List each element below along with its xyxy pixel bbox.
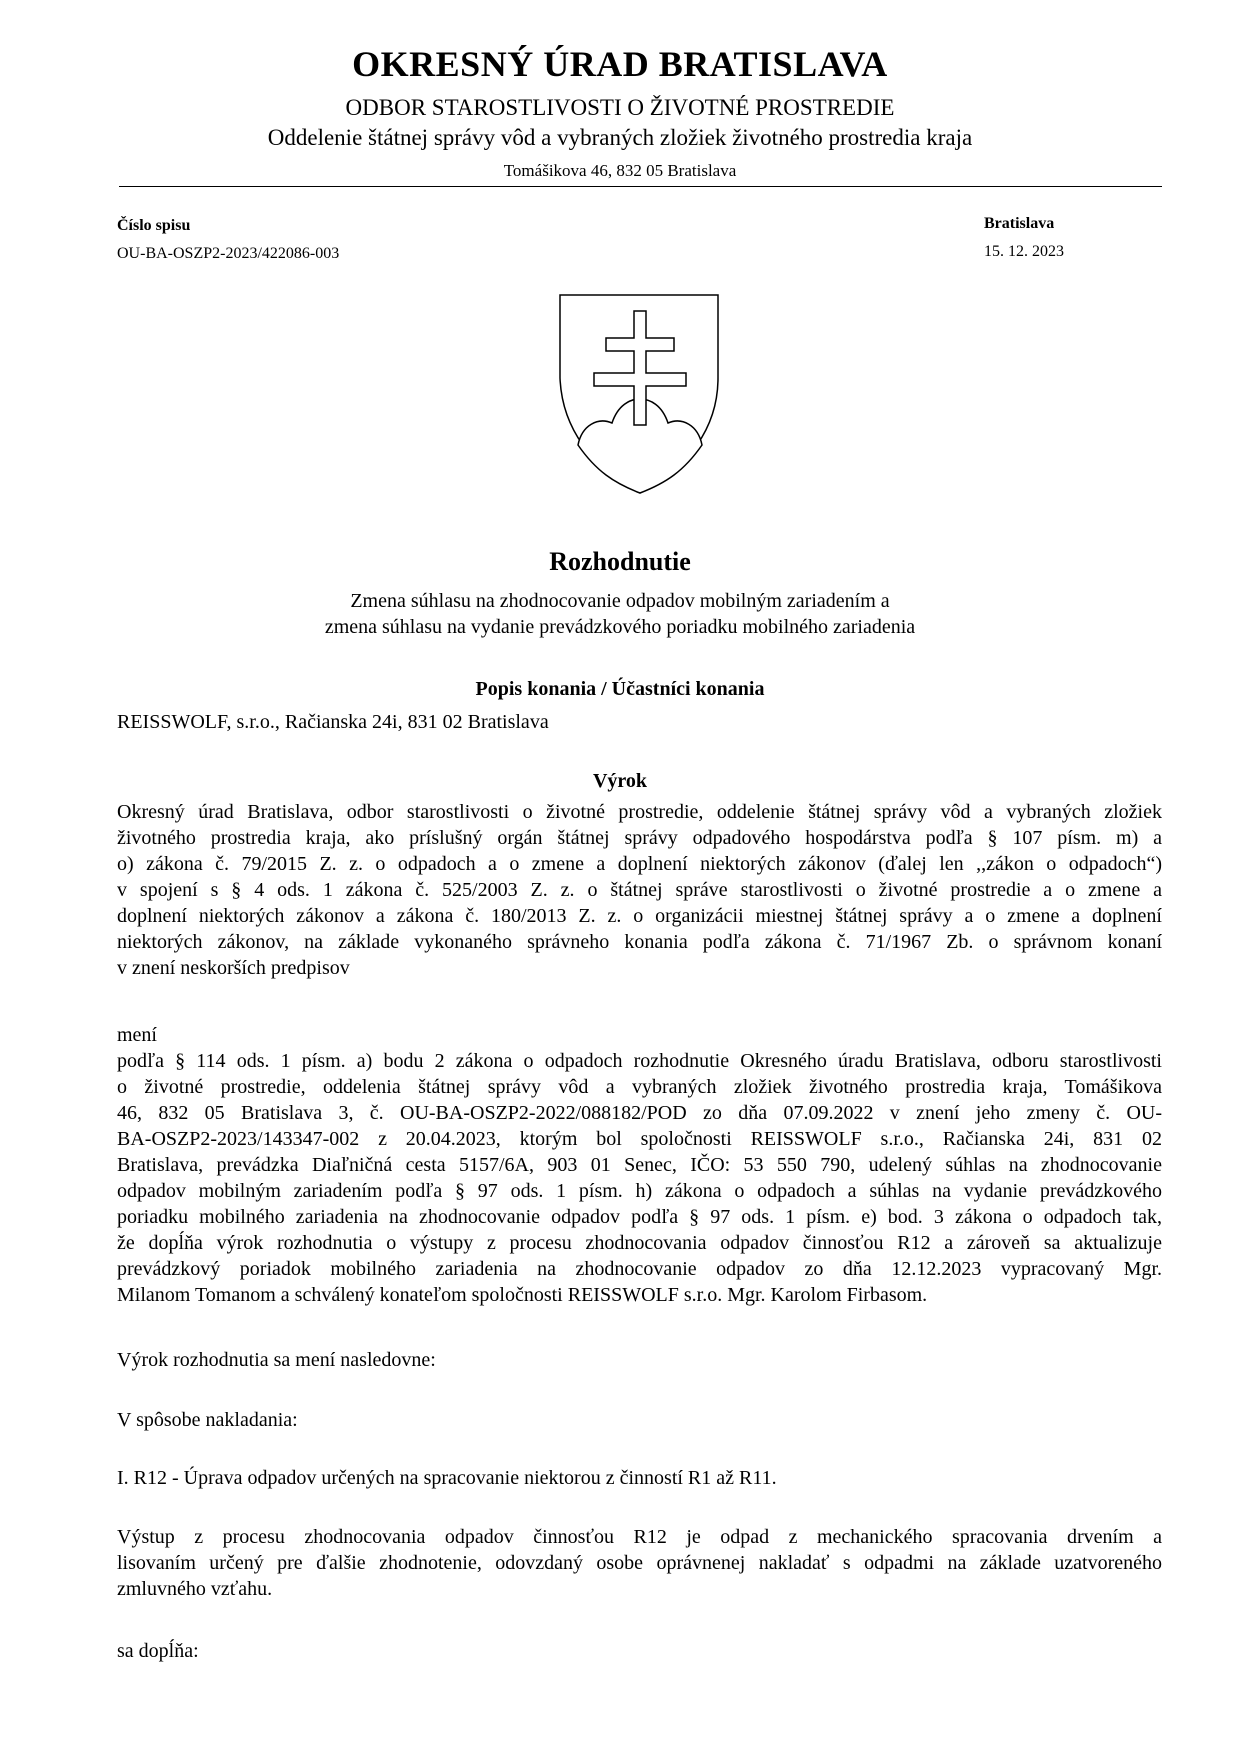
document-title: Rozhodnutie — [549, 547, 691, 576]
supplemented-label: sa dopĺňa: — [117, 1640, 199, 1662]
text-line: BA-OSZP2-2023/143347-002 z 20.04.2023, ktorým bol spoločnosti REISSWOLF s.r.o., Račianska 24i, 831 02 — [117, 1128, 1162, 1150]
subtitle-line-1: Zmena súhlasu na zhodnocovanie odpadov mobilným zariadením a — [350, 590, 890, 612]
text-line: lisovaním určený pre ďalšie zhodnotenie, odovzdaný osobe oprávnenej nakladať s odpadmi na základe uzatvoreného — [117, 1552, 1162, 1574]
file-number: OU-BA-OSZP2-2023/422086-003 — [117, 245, 340, 262]
changes-keyword: mení — [117, 1024, 157, 1046]
department-name: ODBOR STAROSTLIVOSTI O ŽIVOTNÉ PROSTREDIE — [345, 95, 895, 120]
text-line: o) zákona č. 79/2015 Z. z. o odpadoch a o zmene a doplnení niektorých zákonov (ďalej len ,,zákon o odpadoch“) — [117, 853, 1162, 875]
output-paragraph — [117, 1524, 1162, 1602]
verdict-changes-intro: Výrok rozhodnutia sa mení nasledovne: — [117, 1349, 436, 1371]
office-address: Tomášikova 46, 832 05 Bratislava — [503, 161, 737, 180]
text-line: 46, 832 05 Bratislava 3, č. OU-BA-OSZP2-2022/088182/POD zo dňa 07.09.2022 v znení jeho zmeny č. OU- — [117, 1102, 1162, 1124]
text-line: v znení neskorších predpisov — [117, 957, 350, 979]
verdict-heading: Výrok — [592, 770, 648, 792]
text-line: životného prostredia kraja, ako príslušný orgán štátnej správy odpadového hospodárstva podľa § 107 písm. m) a — [117, 827, 1162, 849]
text-line: prevádzkový poriadok mobilného zariadenia na zhodnocovanie odpadov zo dňa 12.12.2023 vypracovaný Mgr. — [117, 1258, 1162, 1280]
office-name: OKRESNÝ ÚRAD BRATISLAVA — [352, 44, 888, 84]
party-name: REISSWOLF, s.r.o., Račianska 24i, 831 02 Bratislava — [117, 711, 549, 733]
coat-of-arms-icon — [558, 293, 722, 496]
text-line: poriadku mobilného zariadenia na zhodnocovanie odpadov podľa § 97 ods. 1 písm. e) bod. 3 zákona o odpadoch tak, — [117, 1206, 1162, 1228]
verdict-paragraph — [117, 799, 1162, 981]
file-number-label: Číslo spisu — [117, 217, 191, 234]
change-paragraph — [117, 1048, 1162, 1308]
text-line: Bratislava, prevádzka Diaľničná cesta 5157/6A, 903 01 Senec, IČO: 53 550 790, udelený súhlas na zhodnocovanie — [117, 1154, 1162, 1176]
text-line: zmluvného vzťahu. — [117, 1578, 273, 1600]
document-date: 15. 12. 2023 — [984, 243, 1064, 260]
method-heading: V spôsobe nakladania: — [117, 1409, 298, 1431]
text-line: v spojení s § 4 ods. 1 zákona č. 525/2003 Z. z. o štátnej správe starostlivosti o životné prostredie a o zmene a — [117, 879, 1162, 901]
parties-heading: Popis konania / Účastníci konania — [475, 678, 765, 700]
text-line: doplnení niektorých zákonov a zákona č. 180/2013 Z. z. o organizácii miestnej štátnej správy a o zmene a doplnení — [117, 905, 1162, 927]
section-name: Oddelenie štátnej správy vôd a vybraných zložiek životného prostredia kraja — [267, 125, 973, 150]
r12-item: I. R12 - Úprava odpadov určených na spracovanie niektorou z činností R1 až R11. — [117, 1467, 777, 1489]
place-label: Bratislava — [984, 215, 1055, 232]
text-line: Okresný úrad Bratislava, odbor starostlivosti o životné prostredie, oddelenie štátnej správy vôd a vybraných zložiek — [117, 801, 1162, 823]
text-line: Milanom Tomanom a schválený konateľom spoločnosti REISSWOLF s.r.o. Mgr. Karolom Firbasom. — [117, 1284, 928, 1306]
text-line: Výstup z procesu zhodnocovania odpadov činnosťou R12 je odpad z mechanického spracovania drvením a — [117, 1526, 1162, 1548]
header-divider — [119, 186, 1162, 187]
text-line: o životné prostredie, oddelenia štátnej správy vôd a vybraných zložiek životného prostredia kraja, Tomášikova — [117, 1076, 1162, 1098]
text-line: odpadov mobilným zariadením podľa § 97 ods. 1 písm. h) zákona o odpadoch a súhlas na vydanie prevádzkového — [117, 1180, 1162, 1202]
text-line: podľa § 114 ods. 1 písm. a) bodu 2 zákona o odpadoch rozhodnutie Okresného úradu Bratislava, odboru starostlivosti — [117, 1050, 1162, 1072]
text-line: že dopĺňa výrok rozhodnutia o výstupy z procesu zhodnocovania odpadov činnosťou R12 a zároveň sa aktualizuje — [117, 1232, 1162, 1254]
text-line: niektorých zákonov, na základe vykonaného správneho konania podľa zákona č. 71/1967 Zb. o správnom konaní — [117, 931, 1162, 953]
subtitle-line-2: zmena súhlasu na vydanie prevádzkového poriadku mobilného zariadenia — [324, 616, 916, 638]
